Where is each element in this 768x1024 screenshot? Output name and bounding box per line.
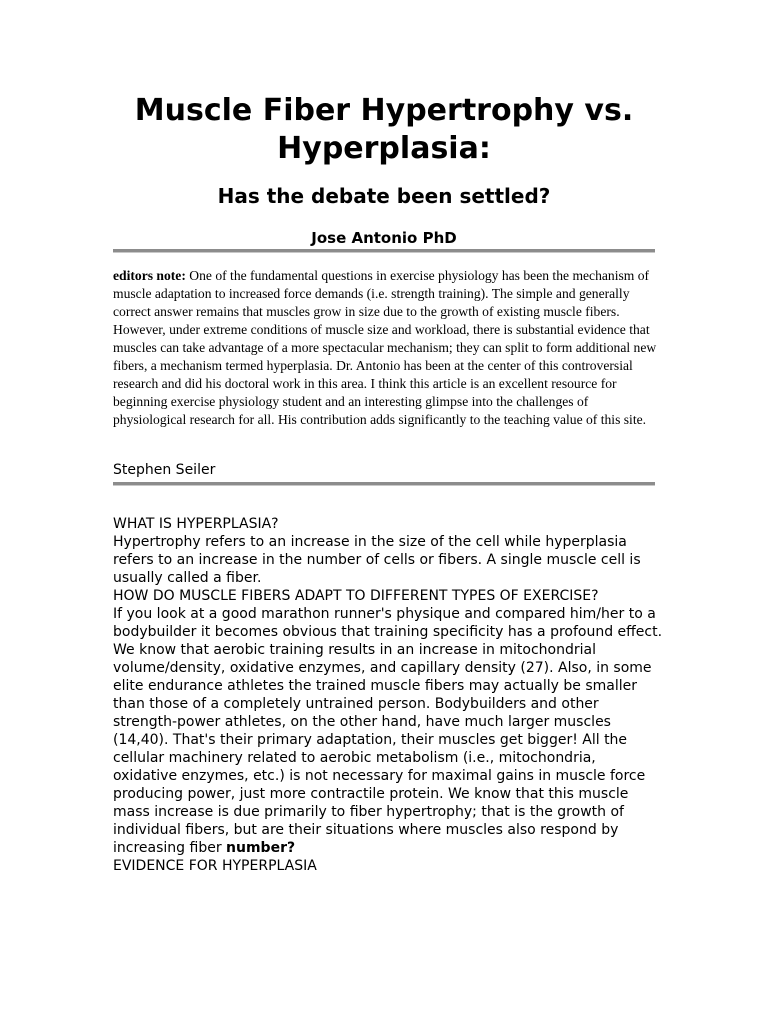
section-heading-hyperplasia: WHAT IS HYPERPLASIA?: [113, 516, 279, 532]
page-title: Muscle Fiber Hypertrophy vs. Hyperplasia:: [134, 93, 634, 166]
section-heading-adaptation: HOW DO MUSCLE FIBERS ADAPT TO DIFFERENT TYPES OF EXERCISE?: [113, 588, 599, 604]
paragraph-definition: Hypertrophy refers to an increase in the size of the cell while hyperplasia refers to an increase in the number of cells or fibers. A single muscle cell is usually called a fiber.: [113, 534, 641, 586]
page-subtitle: Has the debate been settled?: [217, 184, 551, 208]
author-name: Jose Antonio PhD: [311, 229, 457, 247]
editors-note: [113, 267, 658, 429]
article-body: [113, 515, 663, 875]
divider-top: [113, 249, 655, 253]
section-heading-evidence: EVIDENCE FOR HYPERPLASIA: [113, 858, 317, 874]
editors-note-text: One of the fundamental questions in exercise physiology has been the mechanism of muscle adaptation to increased force demands (i.e. strength training). The simple and generally correct answer remains that muscles grow in size due to the growth of existing muscle fibers. However, under extreme conditions of muscle size and workload, there is substantial evidence that muscles can take advantage of a more spectacular mechanism; they can split to form additional new fibers, a mechanism termed hyperplasia. Dr. Antonio has been at the center of this controversial research and did his doctoral work in this area. I think this article is an excellent resource for beginning exercise physiology student and an interesting glimpse into the challenges of physiological research for all. His contribution adds significantly to the teaching value of this site.: [113, 268, 657, 427]
divider-bottom: [113, 482, 655, 486]
editors-note-label: editors note:: [113, 268, 186, 283]
paragraph-adaptation-text: If you look at a good marathon runner's physique and compared him/her to a bodybuilder it becomes obvious that training specificity has a profound effect. We know that aerobic training results in an increase in mitochondrial volume/density, oxidative enzymes, and capillary density (27). Also, in some elite endurance athletes the trained muscle fibers may actually be smaller than those of a completely untrained person. Bodybuilders and other strength-power athletes, on the other hand, have much larger muscles (14,40). That's their primary adaptation, their muscles get bigger! All the cellular machinery related to aerobic metabolism (i.e., mitochondria, oxidative enzymes, etc.) is not necessary for maximal gains in muscle force producing power, just more contractile protein. We know that this muscle mass increase is due primarily to fiber hypertrophy; that is the growth of individual fibers, but are their situations where muscles also respond by increasing fiber: [113, 606, 663, 856]
paragraph-adaptation-bold: number?: [226, 840, 296, 856]
editors-note-signature: Stephen Seiler: [113, 462, 216, 478]
paragraph-adaptation: [113, 605, 663, 857]
